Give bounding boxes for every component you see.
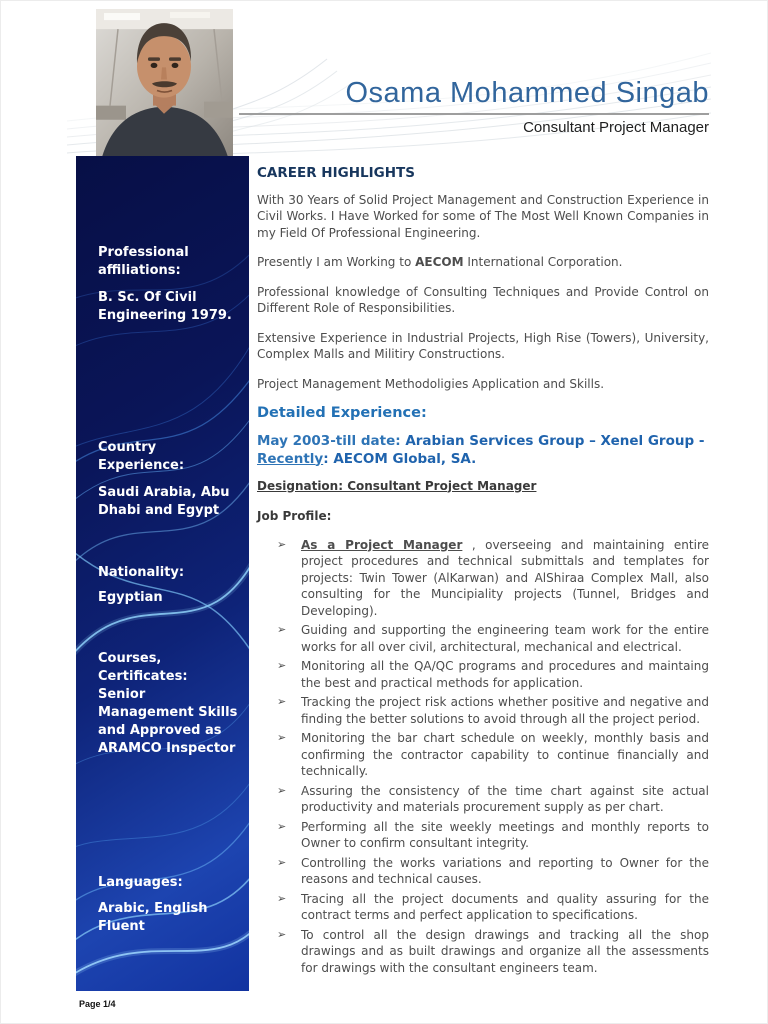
paragraph-current-employer <box>257 254 709 271</box>
paragraph-text: Presently I am Working to <box>257 255 416 269</box>
header-name-block <box>239 77 709 136</box>
list-item <box>257 855 709 888</box>
list-item <box>257 783 709 816</box>
sidebar-item-courses-certificates: Courses, Certificates: Senior Management Skills and Approved as ARAMCO Inspector <box>98 651 238 756</box>
paragraph-methodologies: Project Management Methodoligies Application and Skills. <box>257 376 605 391</box>
sidebar-item-nationality-label: Nationality: <box>98 565 185 580</box>
bullet-arrow-icon: ➢ <box>277 731 287 744</box>
list-item <box>257 694 709 727</box>
list-item <box>257 730 709 780</box>
separator-text: : <box>323 450 334 467</box>
bullet-arrow-icon: ➢ <box>277 855 287 869</box>
bullet-text: Controlling the works variations and reporting to Owner for the reasons and technical causes. <box>301 855 709 886</box>
list-item <box>257 819 709 852</box>
job-profile-list <box>257 537 709 977</box>
bullet-arrow-icon: ➢ <box>277 819 287 833</box>
sidebar-item-languages-label: Languages: <box>98 875 183 890</box>
list-item <box>257 927 709 977</box>
profile-photo <box>96 9 233 157</box>
bullet-arrow-icon: ➢ <box>277 623 287 636</box>
bullet-text: Tracing all the project documents and quality assuring for the contract terms and perfect application to specifications. <box>301 891 709 922</box>
designation-line: Designation: Consultant Project Manager <box>257 478 537 493</box>
header-subtitle: Consultant Project Manager <box>523 119 709 136</box>
bullet-text: , overseeing and maintaining entire project procedures and technical submittals and templates for projects: Twin Tower (AlKarwan) and AlShiraa Complex Mall, also consulting for the Muncipiality projects (Tunnel, Bridges and Developing). <box>301 537 709 618</box>
bullet-text: Assuring the consistency of the time chart against site actual productivity and materials procurement supply as per chart. <box>301 783 709 814</box>
sidebar-item-country-experience-label: Country Experience: <box>98 440 185 473</box>
sidebar-item-nationality-value: Egyptian <box>98 590 163 605</box>
paragraph-consulting: Professional knowledge of Consulting Techniques and Provide Control on Different Role of Responsibilities. <box>257 284 709 315</box>
page-title: Osama Mohammed Singab <box>345 77 709 109</box>
period-dates: May 2003-till date: <box>257 432 406 449</box>
bullet-arrow-icon: ➢ <box>277 537 287 551</box>
page-number: Page 1/4 <box>79 999 116 1009</box>
bullet-text: Monitoring the bar chart schedule on weekly, monthly basis and confirming the contractor capability to continue financially and technically. <box>301 731 709 778</box>
employment-period-line <box>257 432 709 468</box>
bullet-arrow-icon: ➢ <box>277 783 287 797</box>
paragraph-intro: With 30 Years of Solid Project Management and Construction Experience in Civil Works. I Have Worked for some of The Most Well Known Companies in my Field Of Professional Engineering. <box>257 192 709 240</box>
detailed-experience-heading: Detailed Experience: <box>257 405 427 421</box>
separator-text: - <box>694 432 705 449</box>
paragraph-experience: Extensive Experience in Industrial Projects, High Rise (Towers), University, Complex Malls and Militiry Constructions. <box>257 330 709 361</box>
bullet-text: To control all the design drawings and tracking all the shop drawings and as built drawings and organize all the assessments for drawings with the consultant engineers team. <box>301 927 709 975</box>
recently-link[interactable]: Recently <box>257 450 324 467</box>
bullet-lead: As a Project Manager <box>301 537 463 552</box>
list-item <box>257 658 709 691</box>
sidebar-item-professional-affiliations: Professional affiliations: <box>98 245 189 278</box>
employer-name: AECOM <box>415 255 464 269</box>
bullet-arrow-icon: ➢ <box>277 695 287 708</box>
bullet-text: Monitoring all the QA/QC programs and procedures and maintaing the best and practical methods for application. <box>301 659 709 690</box>
bullet-arrow-icon: ➢ <box>277 891 287 905</box>
bullet-arrow-icon: ➢ <box>277 927 287 941</box>
bullet-text: Performing all the site weekly meetings and monthly reports to Owner to confirm consultant integrity. <box>301 819 709 850</box>
list-item <box>257 891 709 924</box>
bullet-arrow-icon: ➢ <box>277 659 287 672</box>
paragraph-text: International Corporation. <box>463 255 623 269</box>
main-content <box>257 159 709 979</box>
job-profile-label: Job Profile: <box>257 509 332 523</box>
career-highlights-heading: CAREER HIGHLIGHTS <box>257 165 415 181</box>
list-item <box>257 622 709 655</box>
sidebar-item-languages-value: Arabic, English Fluent <box>98 901 208 934</box>
company-name-current: AECOM Global, SA. <box>333 450 477 467</box>
bullet-text: Tracking the project risk actions whether positive and negative and finding the better solutions to avoid through all the project period. <box>301 695 709 726</box>
bullet-text: Guiding and supporting the engineering team work for the entire works for all over civil, architectural, mechanical and electrical. <box>301 623 709 654</box>
sidebar-item-degree: B. Sc. Of Civil Engineering 1979. <box>98 290 232 323</box>
sidebar-item-country-experience-value: Saudi Arabia, Abu Dhabi and Egypt <box>98 485 230 518</box>
header-divider <box>239 113 709 115</box>
company-name: Arabian Services Group – Xenel Group <box>405 432 695 449</box>
list-item <box>257 537 709 620</box>
sidebar <box>76 156 249 991</box>
